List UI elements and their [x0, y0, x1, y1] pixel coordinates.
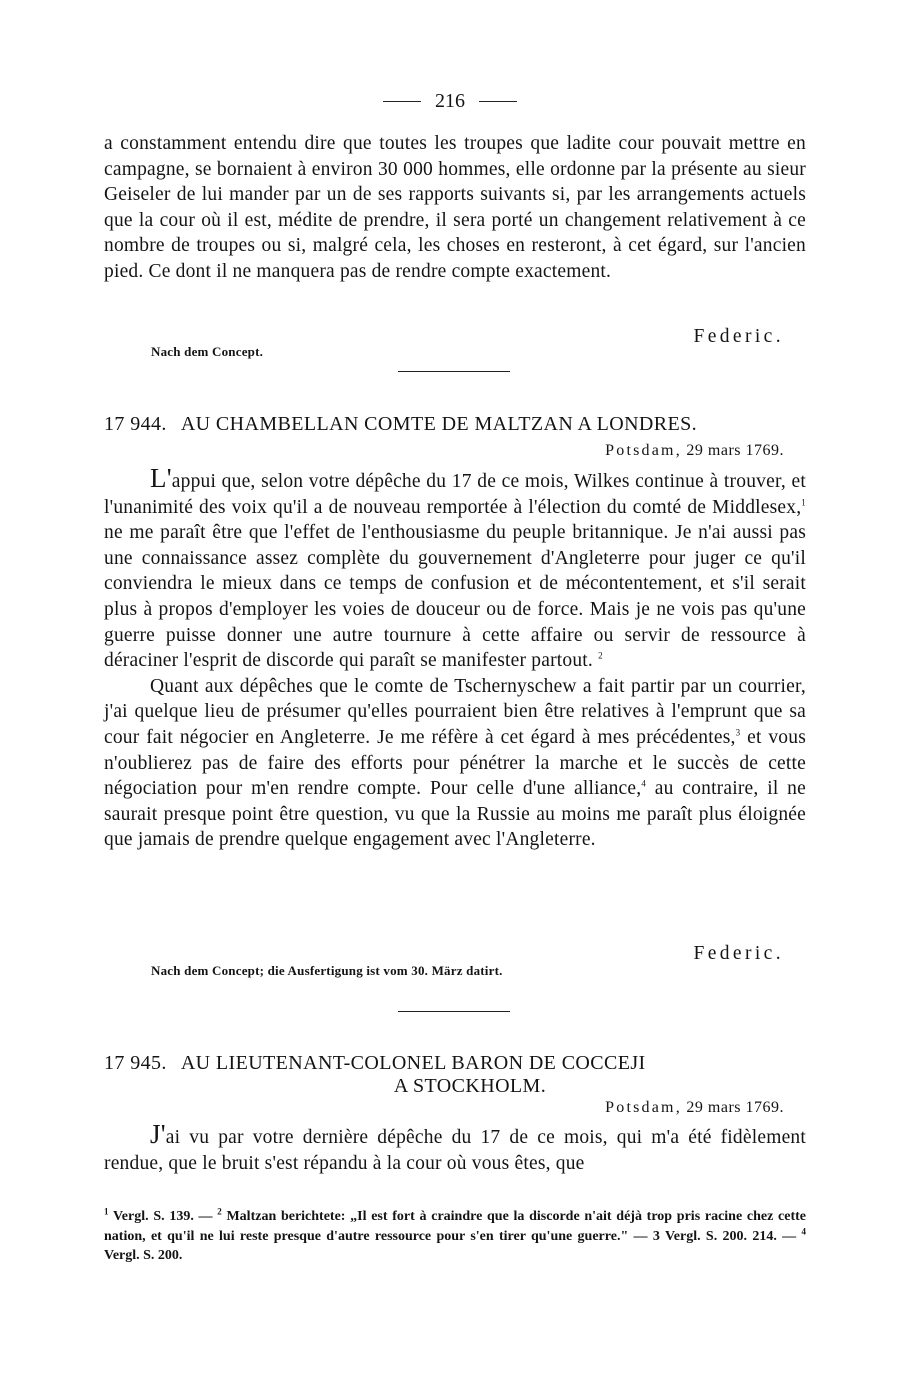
- letter-paragraph: J'ai vu par votre dernière dépêche du 17 de ce mois, qui m'a été fidèlement rendue, que le bruit s'est répandu à la cour où vous êtes, que: [104, 1119, 806, 1174]
- page-header: [0, 86, 900, 116]
- source-note: Nach dem Concept.: [151, 344, 264, 359]
- continuation-block: [104, 131, 806, 285]
- footnote-text: Vergl. S. 139. —: [108, 1209, 218, 1224]
- paragraph-text: ne me paraît être que l'effet de l'enthousiasme du peuple britannique. Je n'ai aussi pas une connaissance assez complète du gouvernement d'Angleterre pour juger ce qu'il conviendra le mieux dans ce temps de confusion et de mécontentement, et s'il serait plus à propos d'employer les voies de douceur ou de force. Mais je ne vois pas qu'une guerre puisse donner une autre tournure à cette affaire ou servir de ressource à déraciner l'esprit de discorde qui paraît se manifester partout.: [104, 522, 806, 672]
- footnote-ref: 3: [735, 727, 741, 738]
- paragraph-text: au contraire, il ne saurait presque point être question, vu que la Russie au moins me paraît plus éloignée que jamais de prendre quelque engagement avec l'Angleterre.: [104, 778, 806, 851]
- section-divider: [398, 1011, 510, 1012]
- letter-body: [104, 1119, 806, 1176]
- letter-address: AU CHAMBELLAN COMTE DE MALTZAN A LONDRES.: [180, 413, 698, 435]
- letter-heading: [104, 1052, 806, 1098]
- page-number: 216: [435, 89, 465, 112]
- letter-dateline: [605, 1099, 784, 1117]
- paragraph-text: L'appui que, selon votre dépêche du 17 de ce mois, Wilkes continue à trouver, et l'unanimité des voix qu'il a de nouveau remportée à l'élection du comté de Middlesex,: [104, 463, 806, 518]
- footnote-text: Maltzan berichtete: „Il est fort à craindre que la discorde n'ait déjà trop pris racine chez cette nation, et qu'il ne lui reste presque d'autre ressource pour s'en tirer qu'une guerre." — 3 Vergl. S. 200. 214. —: [104, 1209, 806, 1244]
- header-rule-left: [383, 101, 421, 102]
- footnote-ref: 4: [641, 778, 647, 789]
- header-rule-right: [479, 101, 517, 102]
- footnotes: [104, 1207, 806, 1266]
- footnote-mark: 2: [217, 1206, 222, 1217]
- letter-address: AU LIEUTENANT-COLONEL BARON DE COCCEJI: [180, 1052, 646, 1074]
- footnote-ref: 2: [598, 650, 603, 661]
- footnote-mark: 4: [801, 1225, 806, 1236]
- letter-address-line2: A STOCKHOLM.: [393, 1075, 547, 1097]
- letter-place: Potsdam,: [605, 1099, 682, 1116]
- letter-paragraph: [104, 463, 806, 674]
- letter-dateline: [605, 442, 784, 460]
- letter-paragraph: [104, 674, 806, 853]
- letter-heading: [104, 413, 806, 436]
- letter-date: 29 mars 1769.: [686, 1099, 784, 1116]
- continuation-paragraph: a constamment entendu dire que toutes les troupes que ladite cour pouvait mettre en campagne, se bornaient à environ 30 000 hommes, elle ordonne par la présente au sieur Geiseler de lui mander par un de ses rapports suivants si, par les arrangements actuels que la cour où il est, médite de prendre, il sera porté un changement relativement à ce nombre de troupes ou si, malgré cela, les choses en resteront, à cet égard, sur l'ancien pied. Ce dont il ne manquera pas de rendre compte exactement.: [104, 133, 806, 282]
- paragraph-text: Quant aux dépêches que le comte de Tschernyschew a fait partir par un courrier, j'ai quelque lieu de présumer qu'elles pourraient bien être relatives à l'emprunt que sa cour fait négocier en Angleterre. Je me réfère à cet égard à mes précédentes,: [104, 675, 806, 748]
- letter-body: [104, 463, 806, 853]
- letter-number: 17 944.: [104, 413, 167, 435]
- source-note: Nach dem Concept; die Ausfertigung ist vom 30. März datirt.: [151, 963, 503, 978]
- letter-date: 29 mars 1769.: [686, 442, 784, 459]
- paragraph-text: et vous n'oublierez pas de faire des efforts pour pénétrer la marche et le succès de cette négociation pour m'en rendre compte. Pour celle d'une alliance,: [104, 726, 806, 800]
- footnote-text: Vergl. S. 200.: [104, 1248, 183, 1264]
- section-divider: [398, 371, 510, 372]
- letter-place: Potsdam,: [605, 442, 682, 459]
- signature: Federic.: [693, 943, 784, 964]
- signature: Federic.: [693, 326, 784, 347]
- footnote-ref: 1: [801, 497, 806, 508]
- footnote-mark: 1: [104, 1206, 109, 1217]
- letter-number: 17 945.: [104, 1052, 167, 1074]
